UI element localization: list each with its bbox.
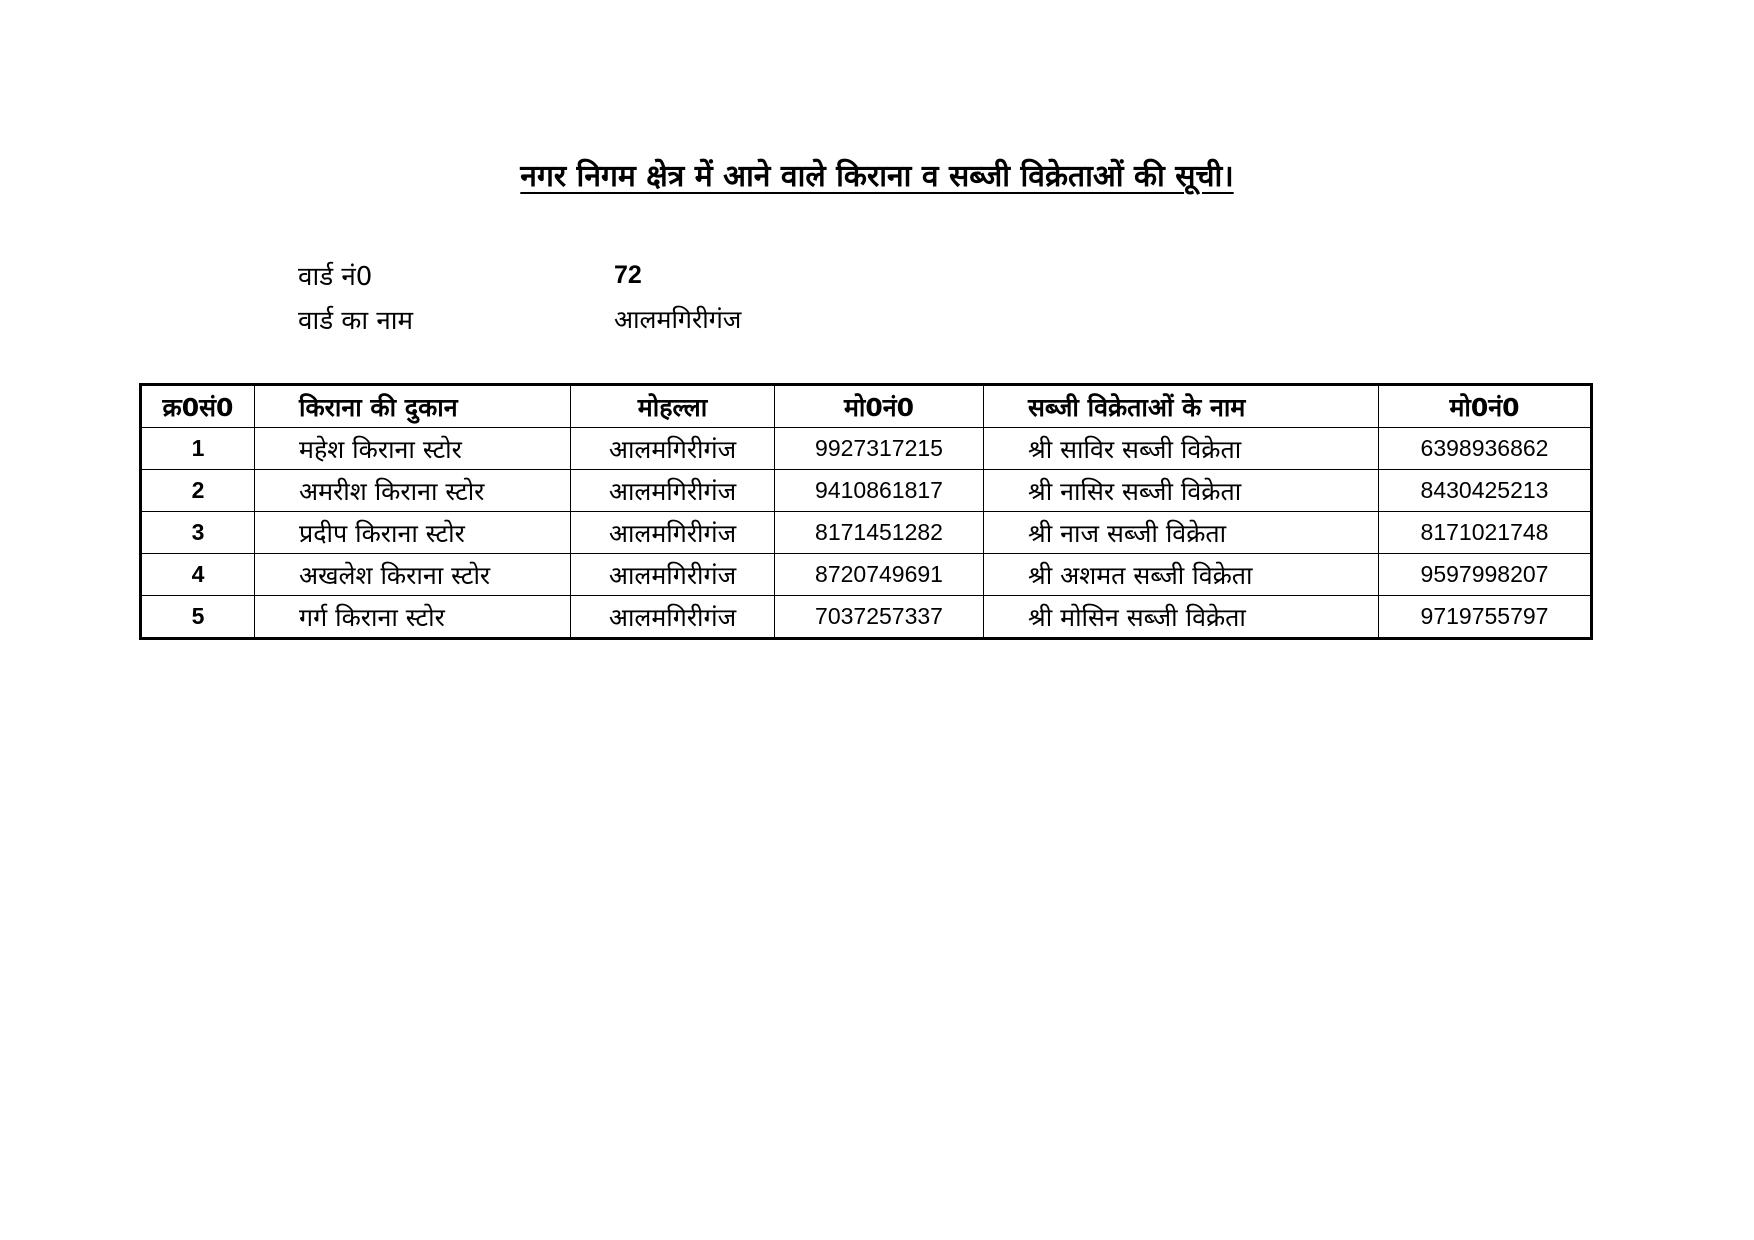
ward-number-value: 72 (614, 260, 642, 289)
cell-locality: आलमगिरीगंज (571, 554, 775, 596)
table-row (141, 428, 1592, 470)
vendor-table (139, 383, 1593, 640)
table-header-row (141, 385, 1592, 428)
table-row (141, 596, 1592, 639)
cell-vendor: श्री साविर सब्जी विक्रेता (984, 428, 1379, 470)
header-vendor: सब्जी विक्रेताओं के नाम (984, 385, 1379, 428)
cell-serial: 3 (141, 512, 255, 554)
ward-number-label: वार्ड नं0 (298, 262, 373, 292)
cell-vendor: श्री नासिर सब्जी विक्रेता (984, 470, 1379, 512)
table-row (141, 554, 1592, 596)
cell-vendor-mobile: 9719755797 (1379, 596, 1592, 639)
cell-shop: अखलेश किराना स्टोर (255, 554, 571, 596)
header-vendor-mobile: मो0नं0 (1379, 385, 1592, 428)
ward-name-row (298, 297, 741, 341)
cell-shop: प्रदीप किराना स्टोर (255, 512, 571, 554)
cell-vendor: श्री मोसिन सब्जी विक्रेता (984, 596, 1379, 639)
ward-number-row (298, 253, 741, 297)
cell-vendor-mobile: 8430425213 (1379, 470, 1592, 512)
cell-shop-mobile: 9410861817 (775, 470, 984, 512)
header-shop: किराना की दुकान (255, 385, 571, 428)
cell-vendor: श्री अशमत सब्जी विक्रेता (984, 554, 1379, 596)
cell-serial: 2 (141, 470, 255, 512)
header-shop-mobile: मो0नं0 (775, 385, 984, 428)
cell-shop: गर्ग किराना स्टोर (255, 596, 571, 639)
ward-name-value: आलमगिरीगंज (614, 305, 742, 334)
cell-vendor-mobile: 6398936862 (1379, 428, 1592, 470)
table-row (141, 512, 1592, 554)
cell-vendor-mobile: 9597998207 (1379, 554, 1592, 596)
cell-vendor: श्री नाज सब्जी विक्रेता (984, 512, 1379, 554)
cell-shop: अमरीश किराना स्टोर (255, 470, 571, 512)
ward-info (298, 253, 741, 341)
ward-name-label: वार्ड का नाम (298, 306, 414, 336)
page-title-text: नगर निगम क्षेत्र में आने वाले किराना व सब्जी विक्रेताओं की सूची। (520, 159, 1234, 194)
cell-shop-mobile: 7037257337 (775, 596, 984, 639)
cell-vendor-mobile: 8171021748 (1379, 512, 1592, 554)
cell-locality: आलमगिरीगंज (571, 596, 775, 639)
cell-locality: आलमगिरीगंज (571, 428, 775, 470)
cell-shop-mobile: 9927317215 (775, 428, 984, 470)
cell-shop: महेश किराना स्टोर (255, 428, 571, 470)
table-row (141, 470, 1592, 512)
cell-serial: 4 (141, 554, 255, 596)
cell-locality: आलमगिरीगंज (571, 512, 775, 554)
cell-shop-mobile: 8720749691 (775, 554, 984, 596)
cell-locality: आलमगिरीगंज (571, 470, 775, 512)
page-title (0, 154, 1754, 195)
header-locality: मोहल्ला (571, 385, 775, 428)
cell-serial: 1 (141, 428, 255, 470)
cell-serial: 5 (141, 596, 255, 639)
header-serial: क्र0सं0 (141, 385, 255, 428)
cell-shop-mobile: 8171451282 (775, 512, 984, 554)
